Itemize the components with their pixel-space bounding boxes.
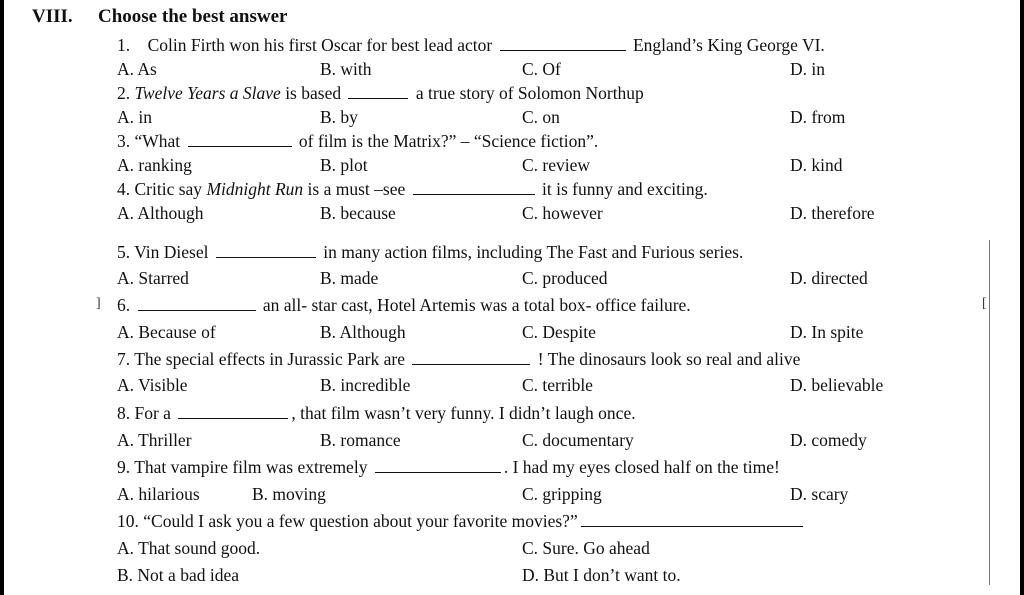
question-4 <box>117 178 708 200</box>
option-b[interactable]: B. because <box>320 203 396 223</box>
option-b[interactable]: B. by <box>320 107 358 127</box>
question-text-end: in many action films, including The Fast and Furious series. <box>323 242 744 262</box>
option-a[interactable]: A. hilarious <box>117 484 200 504</box>
question-number: 9. <box>117 457 131 477</box>
option-d[interactable]: D. therefore <box>790 203 875 223</box>
answer-blank[interactable] <box>581 512 803 527</box>
question-text-mid: is a must –see <box>307 179 406 199</box>
option-a[interactable]: A. That sound good. <box>117 538 261 558</box>
option-b[interactable]: B. incredible <box>320 375 411 395</box>
film-title: Midnight Run <box>206 179 304 199</box>
option-a[interactable]: A. Visible <box>117 375 188 395</box>
answer-blank[interactable] <box>188 132 292 147</box>
question-text: “Could I ask you a few question about your favorite movies?” <box>143 511 578 531</box>
answer-blank[interactable] <box>348 84 408 99</box>
option-d[interactable]: D. kind <box>790 155 843 175</box>
option-b[interactable]: B. made <box>320 268 379 288</box>
answer-blank[interactable] <box>413 180 535 195</box>
option-c[interactable]: C. review <box>522 155 591 175</box>
question-text: For a <box>134 403 171 423</box>
option-b[interactable]: B. Although <box>320 322 406 342</box>
option-a[interactable]: A. Although <box>117 203 204 223</box>
question-number: 1. <box>117 35 131 55</box>
question-text: Critic say <box>134 179 203 199</box>
answer-blank[interactable] <box>178 404 288 419</box>
section-number: VIII. <box>32 6 73 27</box>
option-d[interactable]: D. in <box>790 59 825 79</box>
option-c[interactable]: C. terrible <box>522 375 593 395</box>
film-title: Twelve Years a Slave <box>134 83 281 103</box>
question-text-end: ! The dinosaurs look so real and alive <box>537 349 801 369</box>
answer-blank[interactable] <box>500 36 626 51</box>
option-a[interactable]: A. As <box>117 59 157 79</box>
option-b[interactable]: B. Not a bad idea <box>117 565 239 585</box>
question-6 <box>117 294 691 316</box>
question-number: 8. <box>117 403 131 423</box>
question-text-end: of film is the Matrix?” – “Science fiction”. <box>298 131 599 151</box>
question-number: 5. <box>117 242 131 262</box>
answer-blank[interactable] <box>138 296 256 311</box>
question-text: The special effects in Jurassic Park are <box>134 349 406 369</box>
question-text: Vin Diesel <box>134 242 209 262</box>
option-d[interactable]: D. directed <box>790 268 868 288</box>
question-text: “What <box>134 131 181 151</box>
question-text-end: a true story of Solomon Northup <box>415 83 644 103</box>
option-c[interactable]: C. on <box>522 107 560 127</box>
question-10 <box>117 510 806 532</box>
question-text: Colin Firth won his first Oscar for best lead actor <box>147 35 493 55</box>
option-a[interactable]: A. ranking <box>117 155 192 175</box>
answer-blank[interactable] <box>412 350 530 365</box>
question-number: 10. <box>117 511 139 531</box>
option-d[interactable]: D. scary <box>790 484 849 504</box>
option-d[interactable]: D. But I don’t want to. <box>522 565 681 585</box>
option-a[interactable]: A. Thriller <box>117 430 192 450</box>
option-c[interactable]: C. however <box>522 203 603 223</box>
question-5 <box>117 241 743 263</box>
question-3 <box>117 130 598 152</box>
question-number: 3. <box>117 131 131 151</box>
option-c[interactable]: C. Of <box>522 59 561 79</box>
question-text-end: , that film wasn’t very funny. I didn’t laugh once. <box>291 403 636 423</box>
option-b[interactable]: B. romance <box>320 430 401 450</box>
option-b[interactable]: B. moving <box>252 484 326 504</box>
option-d[interactable]: D. from <box>790 107 846 127</box>
question-7 <box>117 348 800 370</box>
question-9 <box>117 456 780 478</box>
question-text-end: it is funny and exciting. <box>542 179 708 199</box>
option-b[interactable]: B. with <box>320 59 372 79</box>
option-b[interactable]: B. plot <box>320 155 368 175</box>
margin-bracket: ] <box>96 296 101 311</box>
question-text-end: an all- star cast, Hotel Artemis was a total box- office failure. <box>262 295 691 315</box>
option-a[interactable]: A. Because of <box>117 322 216 342</box>
option-d[interactable]: D. believable <box>790 375 884 395</box>
question-text-end: England’s King George VI. <box>632 35 825 55</box>
option-c[interactable]: C. Sure. Go ahead <box>522 538 650 558</box>
answer-blank[interactable] <box>375 458 501 473</box>
question-number: 6. <box>117 295 131 315</box>
option-d[interactable]: D. In spite <box>790 322 864 342</box>
margin-bracket-right: [ <box>982 296 987 311</box>
option-d[interactable]: D. comedy <box>790 430 867 450</box>
question-text-end: . I had my eyes closed half on the time! <box>503 457 780 477</box>
question-text: That vampire film was extremely <box>134 457 368 477</box>
option-c[interactable]: C. gripping <box>522 484 602 504</box>
option-c[interactable]: C. Despite <box>522 322 596 342</box>
option-c[interactable]: C. produced <box>522 268 608 288</box>
option-a[interactable]: A. Starred <box>117 268 189 288</box>
option-a[interactable]: A. in <box>117 107 152 127</box>
section-title: Choose the best answer <box>98 6 288 27</box>
question-text: is based <box>285 83 342 103</box>
answer-blank[interactable] <box>216 243 316 258</box>
question-2 <box>117 82 644 104</box>
question-number: 4. <box>117 179 131 199</box>
question-number: 2. <box>117 83 131 103</box>
margin-rule <box>989 240 990 585</box>
question-1 <box>117 34 825 56</box>
section-heading <box>32 6 287 28</box>
question-number: 7. <box>117 349 131 369</box>
question-8 <box>117 402 636 424</box>
option-c[interactable]: C. documentary <box>522 430 634 450</box>
